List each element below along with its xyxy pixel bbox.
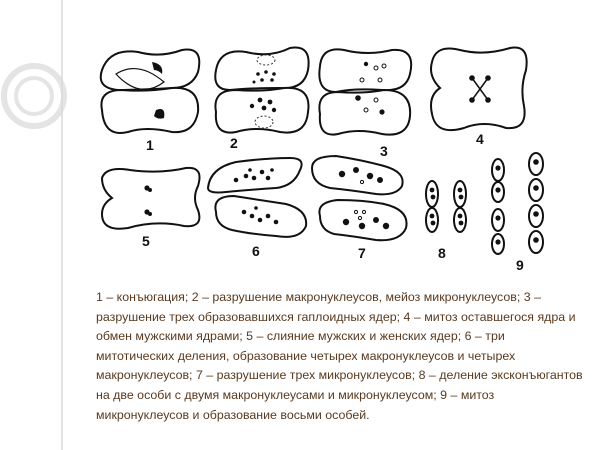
decor-ring-inner	[16, 78, 52, 114]
decor-ring-outer	[4, 66, 64, 126]
stage-label-7: 7	[358, 245, 366, 261]
stage-label-6: 6	[252, 243, 260, 259]
stage-label-2: 2	[230, 135, 238, 151]
stage-1	[101, 49, 200, 153]
decor-rings-group	[4, 66, 64, 126]
stage-label-3: 3	[380, 143, 388, 159]
stage-label-4: 4	[476, 131, 484, 147]
stage-label-8: 8	[438, 245, 446, 261]
conjugation-diagram	[80, 40, 560, 280]
stage-3	[319, 49, 411, 159]
stage-label-9: 9	[516, 257, 524, 273]
stage-7	[312, 156, 407, 261]
figure-caption: 1 – конъюгация; 2 – разрушение макронуклеусов, мейоз микронуклеусов; 3 – разрушение трех образовавшихся гаплоидных ядер; 4 – митоз оставшегося ядра и обмен мужскими ядрами; 5 – слияние мужских и женских ядер; 6 – три митотических деления, образование четырех макронуклеусов и четырех макронуклеусов; 7 – разрушение трех микронуклеусов; 8 – деление эксконъюгантов на две особи с двумя макронуклеусами и микронуклеусом; 9 – митоз микронуклеусов и образование восьми особей.	[96, 290, 583, 422]
stage-label-1: 1	[146, 137, 154, 153]
stage-8	[426, 181, 466, 261]
stage-label-5: 5	[142, 233, 150, 249]
stage-6	[208, 158, 306, 259]
stage-9	[492, 153, 543, 273]
stage-4	[431, 47, 527, 147]
stage-5	[102, 168, 200, 249]
stage-2	[215, 47, 308, 151]
